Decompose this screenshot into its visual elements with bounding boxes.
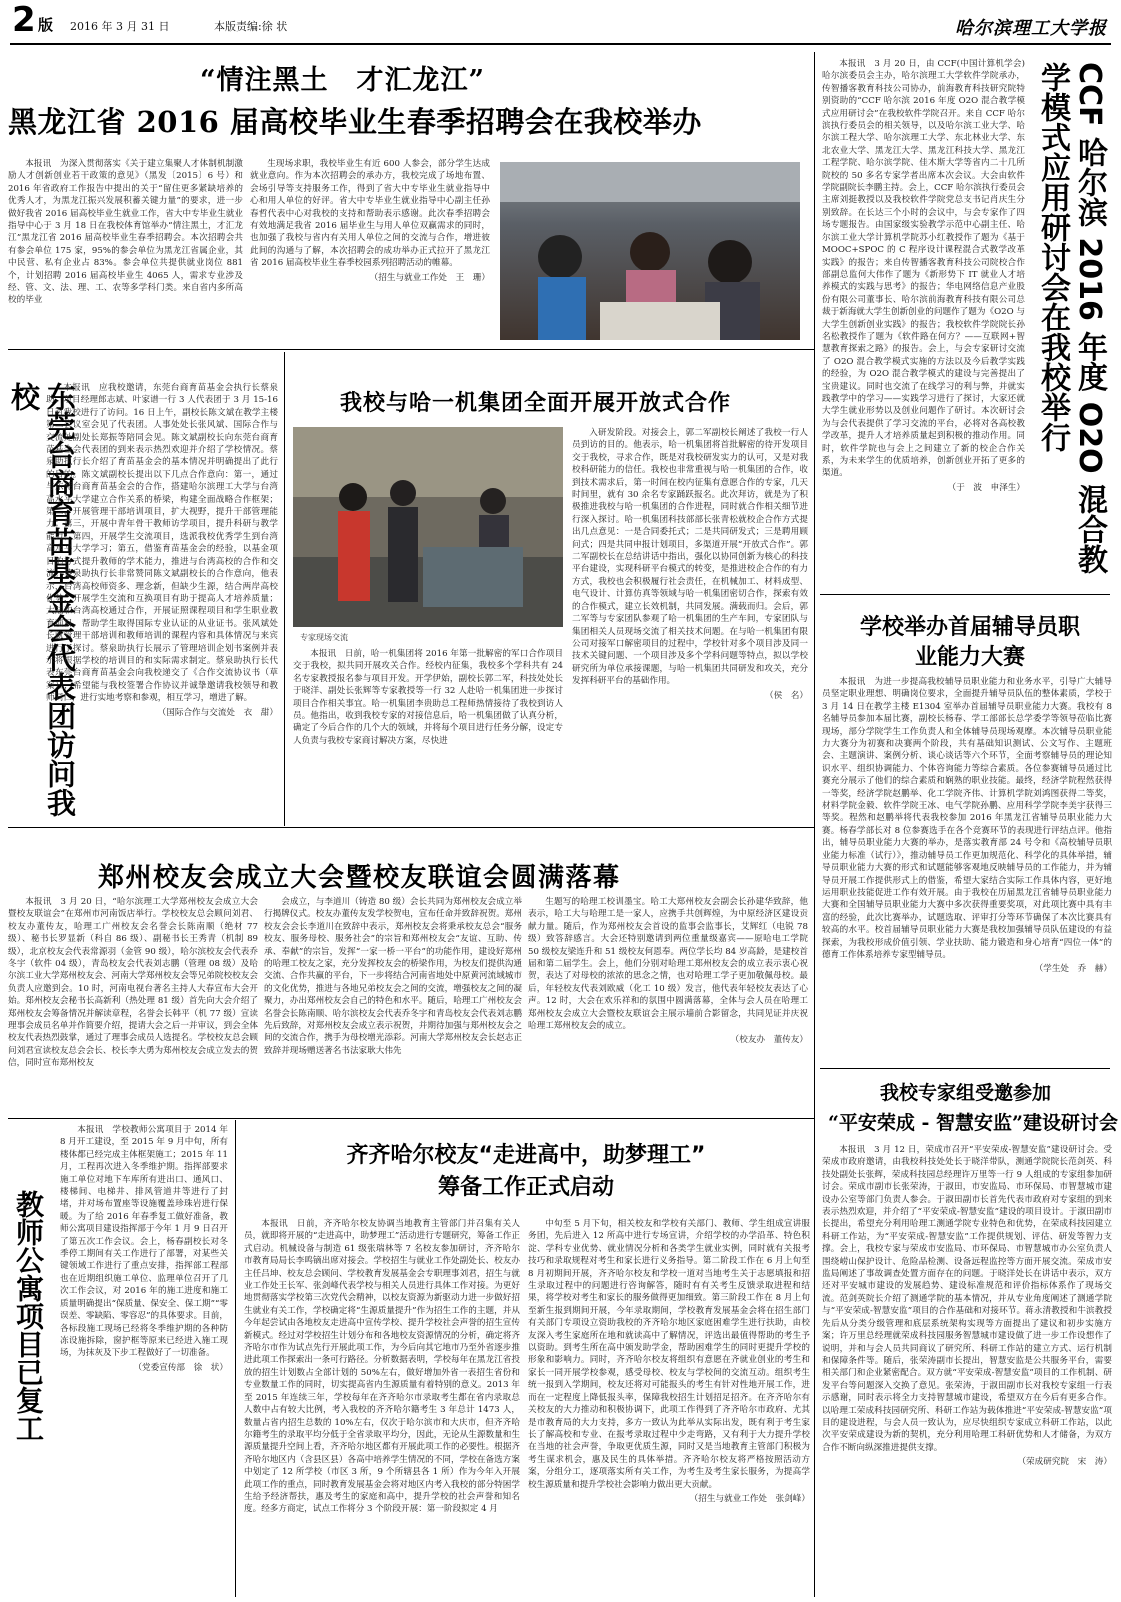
article5-headline: 郑州校友会成立大会暨校友联谊会圆满落幕: [98, 863, 621, 893]
article6-headline: 学校举办首届辅导员职业能力大赛: [859, 614, 1080, 670]
page-number: 2: [12, 0, 36, 40]
sep-top-block: [8, 349, 814, 350]
article4-body-a: 本报讯 日前，哈一机集团将 2016 年第一批解密的军口合作项目交于我校，拟共同开展攻关合作。经校内征集，我校多个学科共有 24 名专家教授报名参与项目开发。开学伊始，副校长郭二军，科技处处长于晓洋、副处长张辉等专家教授等一行 32 人赴哈一机集团进一步探讨项目合作相关事宜。哈一机集团李贵助总工程师热情接待了我校到访人员。他指出，收到我校专家的对接信息后，哈一机集团做了认真分析，确定了今后合作的几个大的领域，并将每个项目进行任务分解，设定专人负责与我校专家商讨解决方案，尽快进: [293, 649, 563, 746]
issue-date: 2016 年 3 月 31 日: [70, 20, 170, 33]
factory-photo-caption: 专家现场交流: [300, 633, 348, 642]
article1-kicker: “情注黑土 才汇龙江”: [200, 65, 486, 96]
paper-name: 哈尔滨理工大学报: [955, 18, 1107, 39]
article6-byline: （学生处 乔 赫）: [1034, 964, 1112, 975]
article3-headline: 东莞台商育苗基金会代表团访问我校: [7, 382, 77, 817]
article5-col1: 本报讯 3 月 20 日，“哈尔滨理工大学郑州校友会成立大会暨校友联谊会”在郑州市河南饭店举行。学校校友总会顾问刘君、校友办董传友，哈理工广州校友会名誉会长陈南顺（绝材 77 级）、秘书长罗显新（科自 86 级）、副秘书长王秀青（机制 89 级），北京校友会代表常源羽（金管 90 级），哈尔滨校友会代表乔冬宇（软件 04 级），青岛校友会代表刘志鹏（管理 08 级）及哈尔滨工业大学郑州校友会、河南大学郑州校友会等兄弟院校校友会负责人应邀到会。10 时，河南电视台著名主持人大春宣布大会开始。郑州校友会秘书长高新利（热处理 81 级）首先向大会介绍了郑州校友会筹备情况并解读章程，名誉会长韩平（机 77 级）宣读理事会成员名单并作简要介绍，提请大会之后一并审议，到会全体校友代表热烈鼓掌，通过了理事会成员人选提名。学校校友总会顾问刘君宣读校友总会会长、校长李大勇为郑州校友会成立发去的贺信，同时宣布郑州校友: [8, 897, 258, 1069]
article7-headline-2: “平安荣成 - 智慧安监”建设研讨会: [828, 1112, 1118, 1134]
sep-a6-a7: [820, 1068, 1110, 1069]
page-editor: 本版责编:徐 状: [214, 20, 288, 33]
article4-body-b: 入研发阶段。对接会上，郭二军副校长阐述了我校一行人员到访的目的。他表示，哈一机集团将首批解密的待开发项目交于我校，寻求合作，既是对我校研发实力的认可，又是对我校科研能力的信任。我校也非常重视与哈一机集团的合作，收到技术需求后，第一时间在校内征集有意愿合作的专家，几天时间里，就有 30 余名专家踊跃报名。此次拜访，就是为了积极推进我校与哈一机集团的合作进程，同时就合作相关细节进行深入探讨。哈一机集团科技部部长张青松就校企合作方式提出几点意见：一是合同委托式；二是共同研发式；三是聘用顾问式；四是共同申报计划项目，多渠道开展“开放式合作”。郭二军副校长在总结讲话中指出，强化以协同创新为核心的科技平台建设，实现科研平台模式的转变，是推进校企合作的有力方式，我校也会积极履行社会责任，在机械加工、材料成型、电气设计、计算仿真等领域与哈一机集团密切合作，探索有效的合作模式，建立长效机制，共同发展。满载而归。会后，郭二军等与专家团队参观了哈一机集团的生产车间，专家团队与集团相关人员现场交流了相关技术问题。在与哈一机集团有限公司对接军口解密项目的过程中，学校针对多个项目涉及同一技术关键问题、一个项目涉及多个学科问题等特点，拟以学校研究所为单位承接课题，与哈一机集团共同研发和攻关，充分发挥科研平台的基础作用。 （侯 名）: [572, 428, 808, 701]
article7-byline: （荣成研究院 宋 涛）: [1017, 1457, 1112, 1468]
article7-body: 本报讯 3 月 12 日，荣成市召开“平安荣成-智慧安监”建设研讨会。受荣成市政府邀请，由我校科技处处长于晓洋带队，测通学院院长范剑英、科技处副处长张辉，荣成科技园总经理许万里等一行 9 人组成的专家组参加研讨会。荣成市副市长张荣涛，于淑田，市安监局、市环保局、市智慧城市建设办公室等部门负责人参会。于淑田副市长首先代表市政府对专家组的到来表示热烈欢迎，并介绍了“平安荣成-智慧安监”建设的项目设计。于淑田副市长提出，希望充分利用哈理工测通学院专业特色和优势，在荣成科技园建立科研工作站，为“平安荣成-智慧安监”工作提供规划、评估、研发等智力支撑。会上，我校专家与荣成市安监局、市环保局、市智慧城市办公室负责人围绕崂山保护设计、危险品检测、设备远程监控等方面开展交流。荣成市安监局阐述了事故调查处置方面存在的问题。于晓洋处长在讲话中表示，双方还对平安城市建设的发展趋势、建设标准规范和评价指标体系作了现场交流。范剑英院长介绍了测通学院的基本情况，并从专业角度阐述了测通学院与“平安荣成-智慧安监”项目的合作基础和对接环节。蒋永清教授和牛滨教授先后从分类分级管理和底层系统架构实现等方面提出了建议和初步实施方案；许万里总经理就荣成科技园服务智慧城市建设做了进一步工作设想作了说明，并和与会人员共同商议了研究所、科研工作站的建立方式、运行机制和保障条件等。随后，张荣涛副市长提出，智慧安监是公共服务平台，需要相关部门和企业紧密配合。双方就“平安荣成-智慧安监”项目的工作机制、研发平台等问题深入交换了意见。张荣涛，于淑田副市长对我校专家组一行表示感谢，同时表示将全力支持智慧城市建设，希望双方在今后有更多合作。以哈理工荣成科技园研究所、科研工作站为载体推进“平安荣成-智慧安监”项目的建设进程，与会人员一致认为，应尽快组织专家成立科研工作站，以此次平安荣成建设为新的契机，充分利用哈理工科研优势和人才储备，为双方合作不断向纵深推进提供支撑。 （荣成研究院 宋 涛）: [822, 1145, 1112, 1468]
article1-headline: 黑龙江省 2016 届高校毕业生春季招聘会在我校举办: [8, 105, 702, 139]
article2-byline: （于 波 申泽生）: [947, 482, 1025, 493]
job-fair-photo: [500, 162, 800, 340]
article1-byline: （招生与就业工作处 王 珊）: [369, 272, 490, 283]
article8-body: 本报讯 学校教师公寓项目于 2014 年 8 月开工建设，至 2015 年 9 月中旬，所有楼体都已经完成主体框架施工；2015 年 11 月，工程再次进入冬季维护期。指挥部要求施工单位对地下车库所有进出口、通风口、楼梯间、电梯井、排风管道井等进行了封堵，并对场布置座等设施覆盖珍珠岩进行保暖。为了给 2016 年春季复工做好准备，教师公寓项目建设指挥部于今年 1 月 9 日召开了第五次工作会议。会上，杨春副校长对冬季停工期间有关工作进行了部署，对某些关键领域工作进行了重点安排，指挥部工程部也在近期组织施工单位、监理单位召开了几次工作会议，对 2016 年的施工进度和施工质量明确提出“保质量、保安全、保工期”“零误差、零缺陷、零容忍”的具体要求。目前，各标段施工现场已经将冬季维护期的各种防冻设施拆除，窗护框等原来已经进入施工现场，为抹灰及下步工程做好了一切准备。 （党委宣传部 徐 状）: [60, 1125, 228, 1373]
article9-byline: （招生与就业工作处 张剑峰）: [689, 1493, 810, 1504]
article2-headline: CCF 哈尔滨 2016 年度 O2O 混合教学模式应用研讨会在我校举行: [1035, 62, 1107, 575]
sep-a4-a5: [8, 827, 814, 828]
sep-right-col: [814, 52, 815, 1597]
sep-a3-a4: [284, 352, 285, 826]
sep-a5-bottom: [8, 1118, 814, 1119]
article2-body: 本报讯 3 月 20 日，由 CCF(中国计算机学会)哈尔滨委员会主办，哈尔滨理工大学软件学院承办，传智播客教育科技公司协办，前海教育科技研究院特别资助的“CCF 哈尔滨 2016 年度 O2O 混合教学模式应用研讨会”在我校软件学院召开。来自 CCF 哈尔滨执行委员会的相关领导，以及哈尔滨工业大学、哈尔滨工程大学、哈尔滨理工大学、东北林业大学、东北农业大学、黑龙江大学、黑龙江科技大学、黑龙江工程学院、哈尔滨学院、佳木斯大学等省内二十几所院校的 50 多名专家学者出席本次会议。大会由软件学院副院长李鹏主持。会上，CCF 哈尔滨执行委员会主席刘挺教授以及我校软件学院党总支书记肖庆生分别致辞。在长达三个小时的会议中，与会专家作了四场专题报告。由国家级实验教学示范中心副主任、哈尔滨工业大学计算机学院苏小红教授作了题为《基于 MOOC+SPOC 的 C 程序设计课程混合式教学改革实践》的报告；来自传智播客教育科技公司院校合作部副总监何大伟作了题为《新形势下 IT 就业人才培养模式的实践与思考》的报告；华电网络信息产业股份有限公司董事长、哈尔滨前海教育科技有限公司总裁于新海就大学生创新创业的问题作了题为《O2O 与大学生创新创业实践》的报告；我校软件学院院长孙名松教授作了题为《软件路在何方？——互联网+智慧教育探索之路》的报告。会上，与会专家研讨交流了 O2O 混合教学模式实施的方法以及今后教学实践的经验，为 O2O 混合教学模式的建设与完善提出了宝贵建议。同时也交流了在线学习的利与弊，并就实践教学中的学习——实践学习进行了探讨，大家还就大学生就业形势以及创业问题作了研讨。本次研讨会为与会代表提供了学习交流的平台，必将对各高校教学改革，提升人才培养质量起到积极的推动作用。同时，软件学院也与会上之间建立了新的校企合作关系，为未来学生的优质培养，创新创业开拓了更多的渠道。 （于 波 申泽生）: [822, 59, 1025, 493]
sep-a8-a9: [235, 1120, 236, 1597]
article9-col1: 本报讯 日前，齐齐哈尔校友协调当地教育主管部门并召集有关人员，就即将开展的“走进高中，助梦理工”活动进行专题研究，筹备工作正式启动。机械设备与制造 61 级张瑞林等 7 名校友参加研讨，齐齐哈尔市教育局局长李鸣镝出席对接会。学校招生与就业工作处副处长、校友办主任吕坤、校友总会顾问、学校教育发展基金会专职理事刘君，招生与就业工作处王长军、张剑峰代表学校与相关人员进行具体工作对接。为更好地贯彻落实学校第三次党代会精神，以校友资源为新驱动力进一步做好招生就业有关工作，学校确定将“生源质量提升”作为招生工作的主题，并从今年起尝试由各地校友走进高中宣传学校、提升学校社会声誉的招生宣传新模式。经过对学校招生计划分布和各地校友资源情况的分析，确定将齐齐哈尔市作为试点先行开展此项工作，为今后向其它地市乃至外省逐步推进此项工作探索出一条可行路径。分析数据表明，学校每年在黑龙江省投放的招生计划数占全部计划的 50%左右，做好增加外省一表招生省份和专业数量工作的同时，切实提高省内生源质量有着特别的意义。2013 年至 2015 年连续三年，学校每年在齐齐哈尔市录取考生都在省内录取总人数中占有较大比例，考入我校的齐齐哈尔籍考生 3 年总计 1473 人，数量占省内招生总数的 10%左右，仅次于哈尔滨市和大庆市，但齐齐哈尔籍考生的录取平均分低于全省录取平均分，因此，无论从生源数量和生源质量提升空间上看，齐齐哈尔地区都有开展此项工作的必要性。根据齐齐哈尔地区内（含县区县）各高中培养学生情况的不同，学校在备选方案中划定了 12 所学校（市区 3 所，9 个所辖县各 1 所）作为今年入开展此项工作的重点，同时教育发展基金会将对地区内考入我校的部分特困学生给予经济帮扶，惠及考生的家庭和高中，提升学校的社会声誉和知名度。经多方商定，试点工作将分 3 个阶段开展：第一阶段拟定 4 月: [244, 1219, 520, 1515]
article7-headline-1: 我校专家组受邀参加: [880, 1082, 1052, 1104]
article9-col2: 中旬至 5 月下旬，相关校友和学校有关部门、教师、学生组成宣讲服务团，先后进入 12 所高中进行专场宣讲，介绍学校的办学沿革、特色积淀、学科专业优势、就业情况分析和各类学生就业实例，同时就有关报考技巧和录取规程对考生和家长进行义务指导。第二阶段工作在 6 月上旬至 8 月初期间开展，齐齐哈尔校友和学校一道对当地考生关于志愿填报和招生录取过程中的问题进行咨询解答，随时有有关考生反馈录取进程和结果，将学校对考生和家长的服务做得更加细致。第三阶段工作在 8 月上旬至新生报到期间开展，今年录取期间，学校教育发展基金会将在招生部门有关部门专项设立资助我校的齐齐哈尔地区家庭困难学生进行扶助，由校友深入考生家庭所在地和就读高中了解情况，评选出最值得帮助的考生予以资助。到考生所在高中颁发助学金，帮助困难学生的同时更提升学校的形象和影响力。同时，齐齐哈尔校友将组织有意愿在齐就业创业的考生和家长一同开展学校参观，感受母校、校友与学校间的交流互动。组织考生统一报到入学期间，校友还将对可能报头的考生有针对性地开展工作，进而在一定程度上降低报头率，保障我校招生计划招足招齐。在齐齐哈尔有关校友的大力推动和积极协调下，此项工作得到了齐齐哈尔市政府、尤其是市教育局的大力支持，多方一致认为此举从实际出发，既有利于考生家长了解高校和专业、在报考录取过程中少走弯路，又有利于大力提升学校在当地的社会声誉，争取更优质生源，同时又是当地教育主管部门积极为考生谋求机会，惠及民生的具体举措。齐齐哈尔校友将严格按照活动方案，分组分工，逐项落实所有关工作，为考生及考生家长服务，为提高学校生源质量和提升学校社会影响力做出更大贡献。 （招生与就业工作处 张剑峰）: [528, 1219, 810, 1504]
article5-col2: 会成立，与李道川（铸造 80 级）会长共同为郑州校友会成立举行揭牌仪式。校友办董传友发学校贺电，宣布任命并致辞祝贺。郑州校友会会长李道川在致辞中表示，郑州校友会将秉承校友总会“服务校友、服务母校、服务社会”的宗旨和郑州校友会“友谊、互助、传承、奉献”的宗旨，发挥“一家一桥一平台”的功能作用，建设好郑州的哈理工校友之家，充分发挥校友会的桥梁作用，为校友们提供沟通交流、合作共赢的平台，下一步将结合河南省地处中原黄河流域城市的文化优势，推进与各地兄弟校友会之间的交流，增强校友之间的凝聚力，办出郑州校友会自己的特色和水平。随后，哈理工广州校友会名誉会长陈南顺、哈尔滨校友会代表乔冬宇和青岛校友会代表刘志鹏先后致辞，对郑州校友会成立表示祝贺，并期待加强与郑州校友会之间的交流合作，携手为母校增光添彩。河南大学郑州校友会长赵志正致辞并现场赠送著名书法家耿大伟先: [264, 897, 522, 1056]
article6-body: 本报讯 为进一步提高我校辅导员职业能力和业务水平，引导广大辅导员坚定职业理想、明确岗位要求，全面提升辅导员队伍的整体素质，学校于 3 月 14 日在教学主楼 E1304 室举办首届辅导员职业能力大赛。我校有 8 名辅导员参加本届比赛，副校长杨春、学工部部长总学委学等领导莅临比赛现场，部分学院学生工作负责人和全体辅导员现场观摩。本次辅导员职业能力大赛分为初赛和决赛两个阶段，共有基础知识测试、公文写作、主题班会、主题演讲、案例分析、谈心谈话等六个环节，全面考察辅导员的理论知识水平、组织协调能力、个体咨询能力等综合素质。各位参赛辅导员通过比赛充分展示了他们的综合素质和娴熟的职业技能。最终，经济学院程然获得一等奖，经济学院赵鹏举、化工学院齐伟、计算机学院刘鸿图获得二等奖，材料学院金毅、软件学院王冰、电气学院孙鹏、应用科学学院李美宇获得三等奖。程然和赵鹏举将代表我校参加 2016 年黑龙江省辅导员职业能力大赛。杨春学部长对 8 位参赛选手在各个竞赛环节的表现进行评结点评。他指出，辅导员职业能力大赛的举办，是落实教育部 24 号令和《高校辅导员职业能力标准（试行）》，推动辅导员工作更加规范化、科学化的具体举措，辅导员职业能力大赛的形式和试题能够客观地反映辅导员的工作能力，并为辅导员开展工作提供形式上的借鉴，希望大家结合实际工作具体内容，更好地运用职业技能促进工作有效开展。由于我校在历届黑龙江省辅导员职业能力大赛和全国辅导员职业能力大赛中多次获得重要奖项，对此项比赛中具有丰富的经验，此次比赛举办，试题选取、评审打分等环节确保了本次比赛具有较高的水平。校首届辅导员职业能力大赛是我校加强辅导员队伍建设的有益探索，为我校形成价值引领、学业扶助、能力锻造和身心培育“四位一体”的德育工作体系培养专家型辅导员。 （学生处 乔 赫）: [822, 677, 1112, 975]
article9-headline-1: 齐齐哈尔校友“走进高中，助梦理工”: [346, 1143, 706, 1168]
factory-photo-art: [293, 427, 563, 627]
job-fair-photo-art: [500, 162, 800, 340]
article1-col2: 生现场求职，我校毕业生有近 600 人参会，部分学生达成就业意向。作为本次招聘会的承办方，我校完成了场地布置、会场引导等支持服务工作，得到了省大中专毕业生就业指导中心和用人单位的好评。省大中专毕业生就业指导中心副主任孙春哲代表中心对我校的支持和帮助表示感谢。此次春季招聘会有效地满足我省 2016 届毕业生与用人单位双赢需求的同时，也加强了我校与省内有关用人单位之间的交流与合作，增进彼此间的沟通与了解，本次招聘会的成功举办正式拉开了黑龙江省 2016 届高校毕业生春季校园系列招聘活动的帷幕。 （招生与就业工作处 王 珊）: [250, 159, 490, 283]
masthead-rule: [10, 43, 1111, 45]
factory-photo: [293, 427, 563, 627]
page-unit: 版: [38, 16, 54, 34]
article8-byline: （党委宣传部 徐 状）: [133, 1362, 228, 1373]
article5-byline: （校友办 董传友）: [730, 1035, 808, 1046]
article8-headline: 教师公寓项目已复工: [12, 1190, 45, 1442]
sep-a2-a6: [820, 594, 1110, 595]
article9-headline-2: 筹备工作正式启动: [437, 1175, 614, 1200]
article3-byline: （国际合作与交流处 衣 甜）: [157, 707, 278, 718]
article3-body: 本报讯 应我校邀请，东莞台商育苗基金会执行长蔡泉助、项目经理郎志斌、叶家谱一行 3 人代表团于 3 月 15-16 日对我校进行了访问。16 日上午，副校长陈文斌在教学主楼第二会议室会见了代表团。人事处处长张风斌、国际合作与交流处副处长郑振等陪同会见。陈文斌副校长向东莞台商育苗基金会代表团的到来表示热烈欢迎并介绍了学校情况。蔡泉助执行长介绍了育苗基金会的基本情况并明确提出了此行的目的。陈文斌副校长提出以下几点合作意向：第一，通过与东莞台商育苗基金会的合作，搭建哈尔滨理工大学与台湾高水平大学建立合作关系的桥梁，构建全面战略合作框架；第二，开展管理干部培训项目，扩大视野，提升干部管理能力；第三，开展中青年骨干教师访学项目，提升科研与教学能力；第四，开展学生交流项目，选派我校优秀学生到台湾高水平大学学习；第五，借鉴育苗基金会的经验，以基金项目的方式提升教师的学术能力，推进与台湾高校的合作和交流。蔡泉助执行长非常赞同陈文斌副校长的合作意向，他表示，台湾高校师资多、理念新，但缺少生源，结合两岸高校优势，开展学生交流和互换项目有助于提高人才培养质量；大陆和台湾高校通过合作，开展证照课程项目和学生职业教育项目，帮助学生取得国际专业认证的从业证书。张风斌处长就管理干部培训和教师培训的课程内容和具体情况与来宾进行了探讨。蔡泉助执行长展示了管理培训企划书案例并表示将根据学校的培训目的和实际需求制定。蔡泉助执行长代表东莞台商育苗基金会向我校递交了《合作交流协议书（草案）》，希望能与我校签署合作协议并诚挚邀请我校领导和教师同仁，进行实地考察和参观，相互学习，增进了解。 （国际合作与交流处 衣 甜）: [46, 383, 278, 718]
masthead: [10, 0, 1111, 42]
article4-headline: 我校与哈一机集团全面开展开放式合作: [340, 391, 732, 416]
article5-col3: 生题写的哈理工校训墨宝。哈工大郑州校友会副会长孙建华致辞，他表示，哈工大与哈理工是一家人，应携手共创辉煌，为中原经济区建设贡献力量。随后，作为郑州校友会首设的监事会监事长，艾辉红（电锐 78 级）致答辞感言。大会还特别邀请到两位重量级嘉宾——原哈电工学院 50 级校友梁连升和 51 级校友何恩奉。两位学长均 84 岁高龄，是建校首届和第二届学生。会上，他们分别对哈理工郑州校友会的成立表示衷心祝贺，表达了对母校的浓浓的思念之情，也对哈理工学子更加敬佩母校。最后，年轻校友代表刘欧威（化工 10 级）发言，他代表年轻校友表达了心声。12 时，大会在欢乐祥和的氛围中圆满落幕，全体与会人员在哈理工郑州校友会成立大会暨校友联谊会主展示墙前合影留念，共同见证并庆祝哈理工郑州校友会的成立。 （校友办 董传友）: [528, 897, 808, 1046]
article1-col1: 本报讯 为深入贯彻落实《关于建立集聚人才体制机制激励人才创新创业若干政策的意见》（黑发〔2015〕6 号）和 2016 年省政府工作报告中提出的关于“留住更多紧缺培养的优秀人才，为黑龙江振兴发展积蓄关键力量”的要求，进一步做好我省 2016 届高校毕业生就业工作，省大中专毕业生就业指导中心于 3 月 18 日在我校体育馆举办“情注黑土，才汇龙江”黑龙江省 2016 届高校毕业生春季招聘会。本次招聘会共有参会单位 175 家，95%的参会单位为黑龙江省属企业，其中民营、私有企业占 83%。参会单位共提供就业岗位 881 个，计划招聘 2016 届高校毕业生 4065 人，需求专业涉及经、管、文、法、理、工、农等多学科门类。来自省内多所高校的毕业: [8, 159, 243, 306]
article4-byline: （侯 名）: [765, 690, 808, 701]
